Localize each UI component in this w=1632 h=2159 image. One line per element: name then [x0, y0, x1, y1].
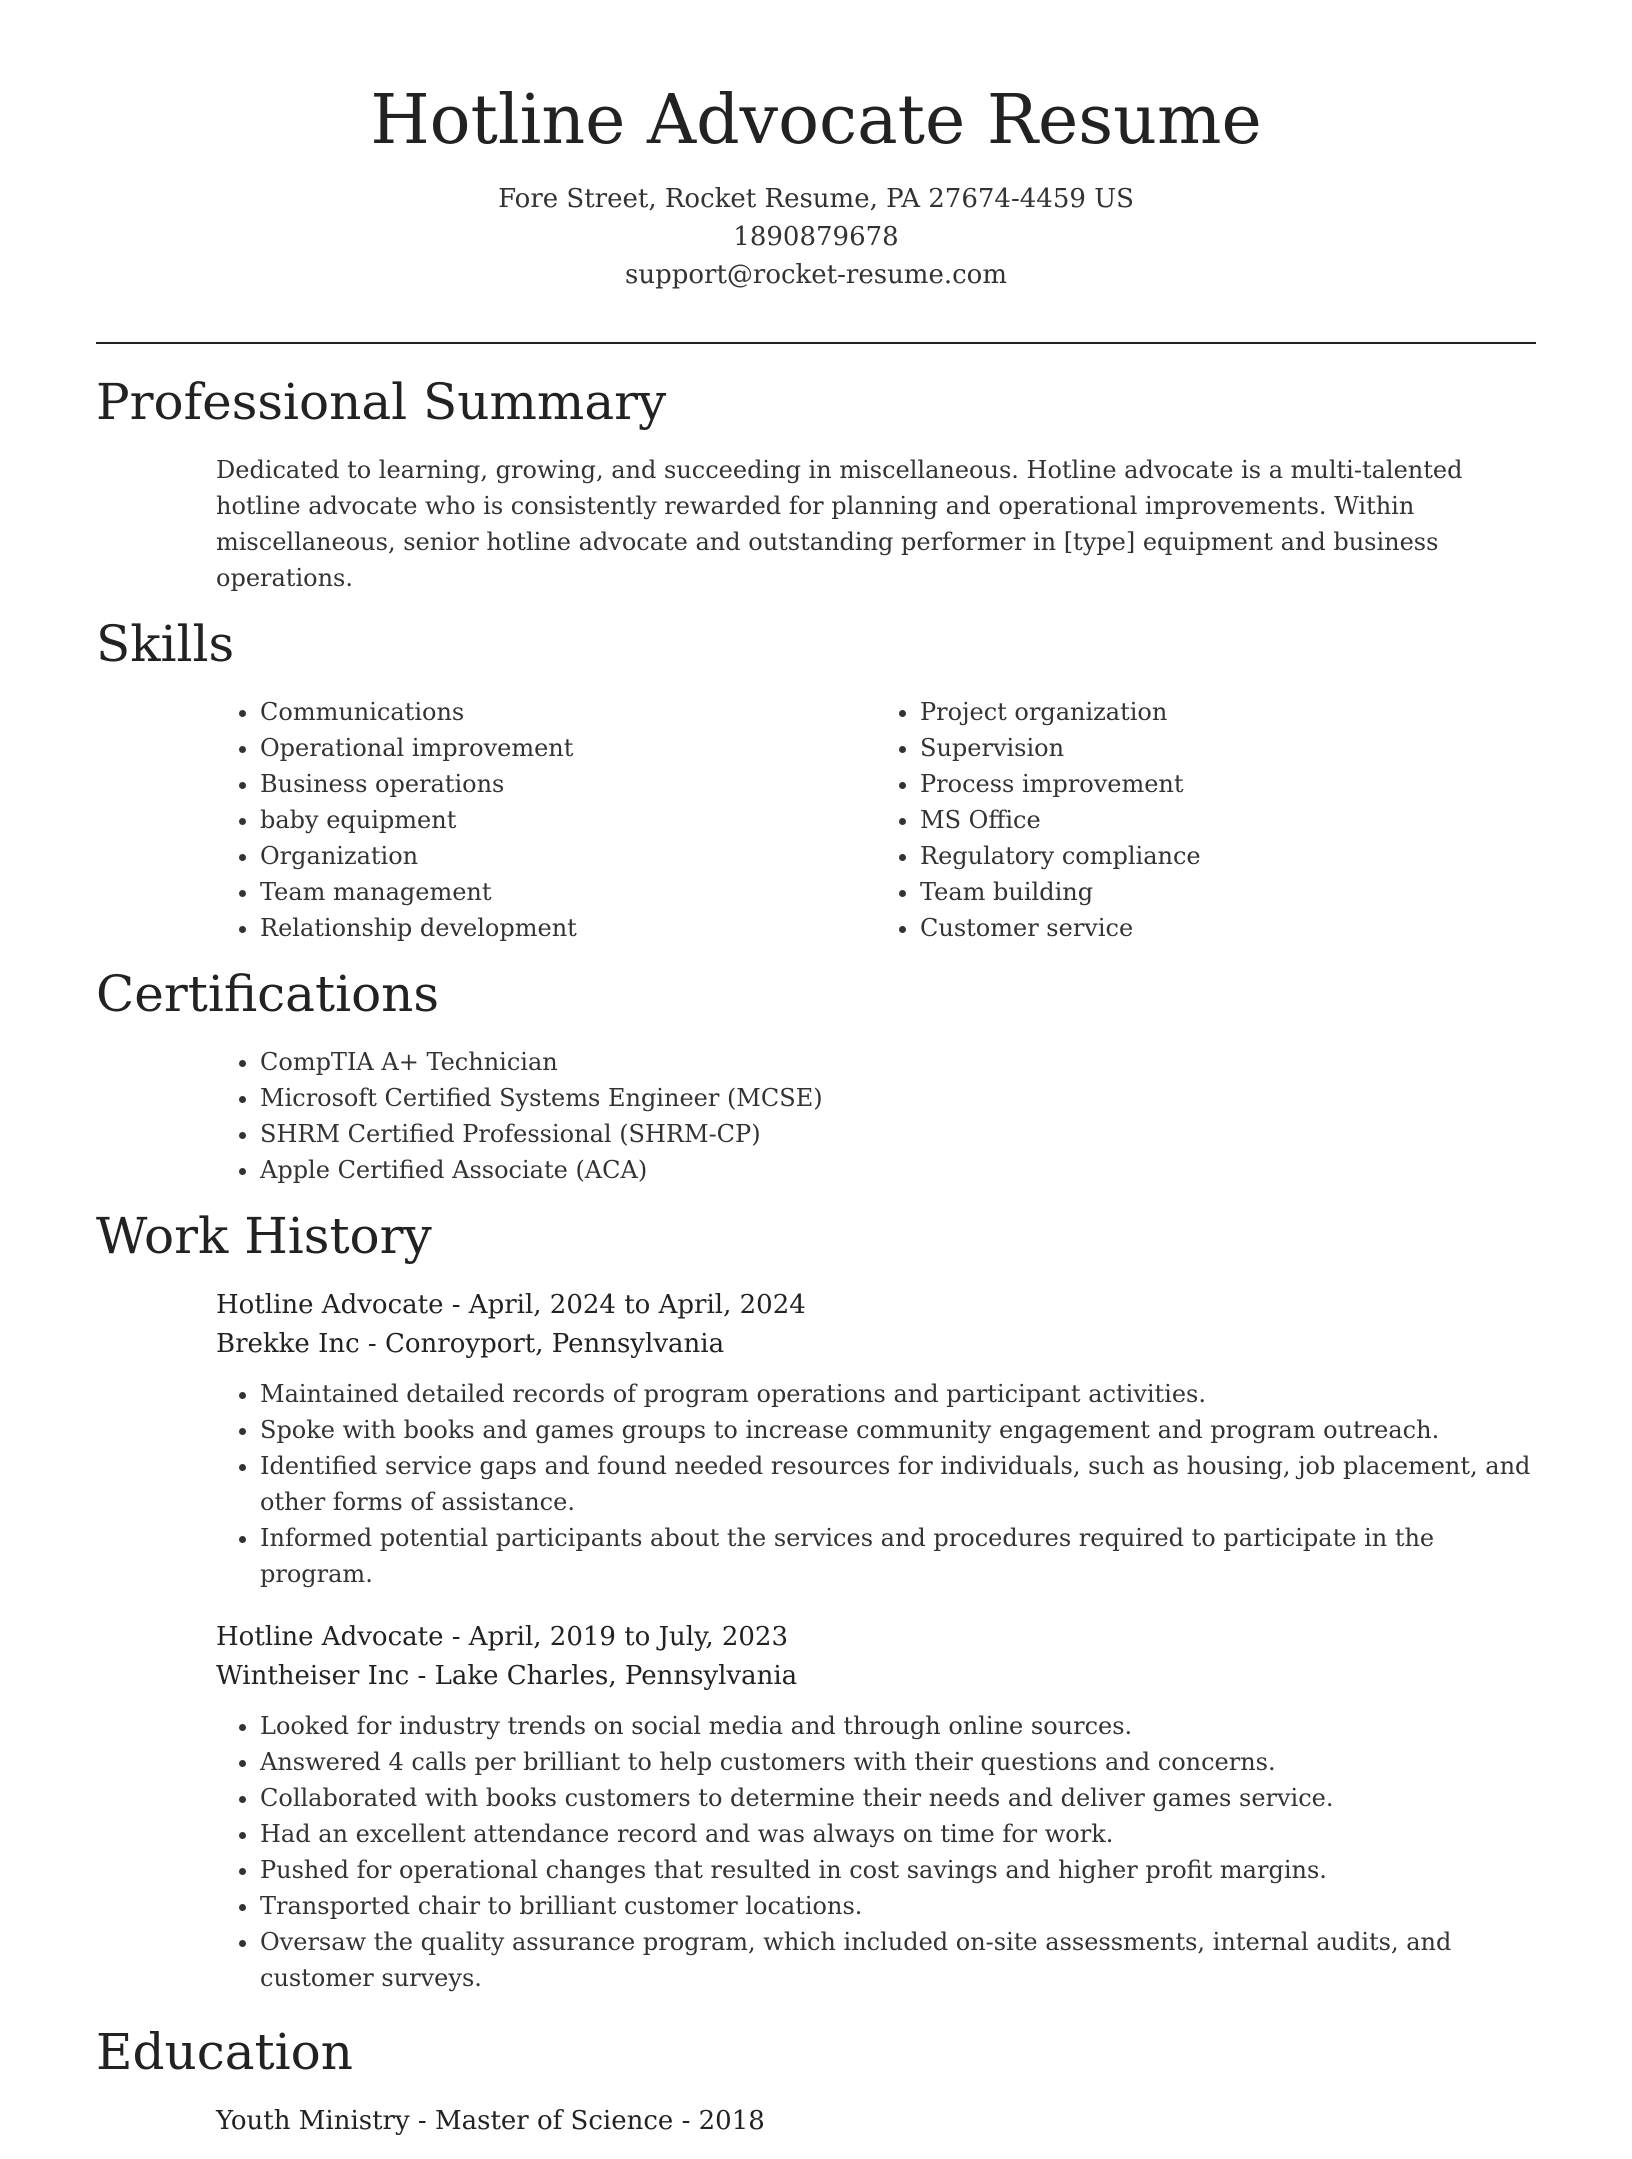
- job-location: Lake Charles, Pennsylvania: [434, 1661, 798, 1691]
- job-bullet: • Maintained detailed records of program operations and participant activities.: [260, 1376, 1536, 1412]
- skills-list-right: [876, 694, 1536, 946]
- education-degree: Master of Science: [435, 2106, 674, 2136]
- work-history-heading: Work History: [96, 1207, 432, 1265]
- job-bullet: • Answered 4 calls per brilliant to help customers with their questions and concerns.: [260, 1744, 1536, 1780]
- skill-item: • Regulatory compliance: [920, 838, 1536, 874]
- work-history-section: [96, 1206, 1536, 1996]
- job-dates: April, 2019 to July, 2023: [468, 1622, 789, 1652]
- summary-heading: Professional Summary: [96, 373, 667, 431]
- job-bullet: • Spoke with books and games groups to increase community engagement and program outreach.: [260, 1412, 1536, 1448]
- certification-item: • SHRM Certified Professional (SHRM-CP): [260, 1116, 1536, 1152]
- skills-heading: Skills: [96, 615, 235, 673]
- job-dates: April, 2024 to April, 2024: [468, 1290, 806, 1320]
- header-divider: [96, 342, 1536, 344]
- summary-text: Dedicated to learning, growing, and succeeding in miscellaneous. Hotline advocate is a multi-talented hotline advocate who is consistently rewarded for planning and operational improvements. Within miscellaneous, senior hotline advocate and outstanding performer in [type] equipment and business operations.: [216, 456, 1463, 592]
- education-field: Youth Ministry: [216, 2106, 410, 2136]
- skill-item: • baby equipment: [260, 802, 876, 838]
- skill-item: • Project organization: [920, 694, 1536, 730]
- education-section: [96, 2022, 1536, 2141]
- job-entry: [216, 1286, 1536, 1592]
- resume-content: [96, 372, 1536, 2159]
- job-company-line: Brekke Inc - Conroyport, Pennsylvania: [216, 1329, 725, 1359]
- skill-item: • Organization: [260, 838, 876, 874]
- skill-item: • MS Office: [920, 802, 1536, 838]
- certifications-heading: Certifications: [96, 965, 440, 1023]
- skill-item: • Supervision: [920, 730, 1536, 766]
- skill-item: • Customer service: [920, 910, 1536, 946]
- certifications-section: [96, 964, 1536, 1188]
- contact-block: [0, 180, 1632, 294]
- job-bullet: • Pushed for operational changes that resulted in cost savings and higher profit margins.: [260, 1852, 1536, 1888]
- summary-section: [96, 372, 1536, 596]
- skill-item: • Team building: [920, 874, 1536, 910]
- job-company: Wintheiser Inc: [216, 1661, 410, 1691]
- skill-item: • Process improvement: [920, 766, 1536, 802]
- job-bullet: • Informed potential participants about the services and procedures required to participate in the program.: [260, 1520, 1536, 1592]
- skill-item: • Communications: [260, 694, 876, 730]
- job-company: Brekke Inc: [216, 1329, 360, 1359]
- job-entry: [216, 1618, 1536, 1996]
- resume-header: [0, 0, 1632, 294]
- skill-item: • Business operations: [260, 766, 876, 802]
- resume-title: Hotline Advocate Resume: [370, 81, 1262, 160]
- job-bullet: • Collaborated with books customers to determine their needs and deliver games service.: [260, 1780, 1536, 1816]
- education-heading: Education: [96, 2023, 353, 2081]
- job-bullet: • Transported chair to brilliant customer locations.: [260, 1888, 1536, 1924]
- email: support@rocket-resume.com: [624, 259, 1007, 290]
- job-title-line: Hotline Advocate - April, 2024 to April, 2024: [216, 1290, 806, 1320]
- address: Fore Street, Rocket Resume, PA 27674-4459 US: [498, 183, 1134, 214]
- job-bullet: • Looked for industry trends on social media and through online sources.: [260, 1708, 1536, 1744]
- skill-item: • Operational improvement: [260, 730, 876, 766]
- certifications-list: [216, 1044, 1536, 1188]
- skill-item: • Relationship development: [260, 910, 876, 946]
- skill-item: • Team management: [260, 874, 876, 910]
- job-company-line: Wintheiser Inc - Lake Charles, Pennsylvania: [216, 1661, 798, 1691]
- job-title: Hotline Advocate: [216, 1622, 444, 1652]
- job-bullet: • Had an excellent attendance record and was always on time for work.: [260, 1816, 1536, 1852]
- job-location: Conroyport, Pennsylvania: [385, 1329, 725, 1359]
- job-bullets: [216, 1708, 1536, 1996]
- skills-list-left: [216, 694, 876, 946]
- certification-item: • CompTIA A+ Technician: [260, 1044, 1536, 1080]
- certification-item: • Apple Certified Associate (ACA): [260, 1152, 1536, 1188]
- job-title-line: Hotline Advocate - April, 2019 to July, 2023: [216, 1622, 789, 1652]
- job-bullet: • Oversaw the quality assurance program, which included on-site assessments, internal audits, and customer surveys.: [260, 1924, 1536, 1996]
- certification-item: • Microsoft Certified Systems Engineer (MCSE): [260, 1080, 1536, 1116]
- job-title: Hotline Advocate: [216, 1290, 444, 1320]
- phone: 1890879678: [733, 221, 899, 252]
- education-entry: Youth Ministry - Master of Science - 2018: [216, 2106, 765, 2136]
- skills-grid: [96, 694, 1536, 946]
- education-year: 2018: [698, 2106, 765, 2136]
- job-bullet: • Identified service gaps and found needed resources for individuals, such as housing, job placement, and other forms of assistance.: [260, 1448, 1536, 1520]
- job-bullets: [216, 1376, 1536, 1592]
- skills-section: [96, 614, 1536, 946]
